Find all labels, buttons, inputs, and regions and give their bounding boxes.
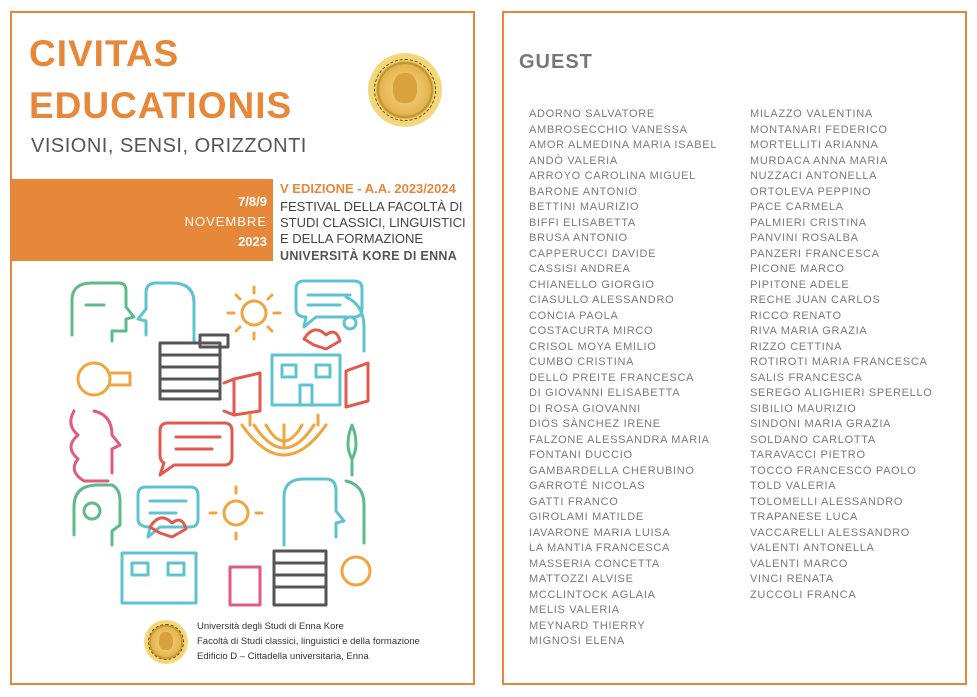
sun-icon-2 [210,487,262,539]
guest-name: MONTANARI FEDERICO [750,123,888,136]
university-seal-logo [368,53,442,127]
footer-address: Edificio D – Cittadella universitaria, Enna [197,651,369,662]
festival-description: FESTIVAL DELLA FACOLTÀ DI STUDI CLASSICI, LINGUISTICI E DELLA FORMAZIONE [280,199,466,246]
guest-name: GIROLAMI MATILDE [529,511,644,523]
subtitle: VISIONI, SENSI, ORIZZONTI [31,135,307,157]
dates-year: 2023 [238,234,267,249]
guest-name: CRISOL MOYA EMILIO [529,340,657,353]
guest-name: MATTOZZI ALVISE [529,573,634,585]
guest-name: AMOR ALMEDINA MARIA ISABEL [529,139,718,151]
guest-list-column-2 [750,107,933,603]
sun-icon [228,287,280,339]
guest-name: MILAZZO VALENTINA [750,108,873,120]
book-icon [224,373,260,415]
leaf-icon [348,425,356,475]
seal-face-small-icon [159,632,173,650]
guest-name: FALZONE ALESSANDRA MARIA [529,433,710,446]
event-dates [162,192,267,252]
speech-bubble-icon [296,281,362,327]
guest-name: BRUSA ANTONIO [529,232,628,244]
guest-name: CUMBO CRISTINA [529,356,635,368]
guest-name: COSTACURTA MIRCO [529,325,654,337]
guest-name: MIGNOSI ELENA [529,635,625,647]
person-profile-icon [346,481,364,543]
guest-name: LA MANTIA FRANCESCA [529,542,671,554]
building-icon-2 [274,551,326,605]
guest-name: GAMBARDELLA CHERUBINO [529,464,695,477]
guest-name: SINDONI MARIA GRAZIA [750,418,892,430]
lightbulb-icon-2 [342,557,370,585]
guest-name: DELLO PREITE FRANCESCA [529,371,695,384]
book-icon-2 [230,567,260,605]
house-icon-2 [122,553,196,603]
guest-name: DIÒS SÀNCHEZ IRENE [529,418,661,430]
guest-name: SEREGO ALIGHIERI SPERELLO [750,387,933,399]
guest-name: ANDÒ VALERIA [529,154,618,167]
guest-name: VACCARELLI ALESSANDRO [750,526,910,539]
amphitheater-icon [242,415,326,455]
university-seal-small-logo [144,620,188,664]
guest-name: VINCI RENATA [750,573,834,585]
guest-name: BARONE ANTONIO [529,185,638,198]
tulip-icon [304,330,340,349]
guest-name: FONTANI DUCCIO [529,449,633,461]
guest-name: RICCO RENATO [750,309,842,322]
guest-name: CHIANELLO GIORGIO [529,278,655,291]
lightbulb-icon [78,363,130,395]
title-line2: EDUCATIONIS [29,85,293,126]
footer-faculty: Facoltà di Studi classici, linguistici e della formazione [197,636,420,647]
guest-name: NUZZACI ANTONELLA [750,170,878,182]
guest-name: TOLD VALERIA [750,480,837,492]
head-glasses-icon [284,479,344,545]
guest-name: RIZZO CETTINA [750,340,843,353]
guest-name: PACE CARMELA [750,201,844,213]
guest-name: CIASULLO ALESSANDRO [529,294,675,306]
guest-name: IAVARONE MARIA LUISA [529,526,671,539]
head-profile-icon [72,283,134,341]
guest-name: PANZERI FRANCESCA [750,247,880,260]
guest-name: TOLOMELLI ALESSANDRO [750,495,904,508]
footer-university: Università degli Studi di Enna Kore [197,621,344,632]
guest-name: GARROTÉ NICOLAS [529,480,646,492]
edition-label: V EDIZIONE - A.A. 2023/2024 [280,181,456,196]
guest-name: MEYNARD THIERRY [529,619,646,632]
university-name: UNIVERSITÀ KORE DI ENNA [280,249,458,263]
open-book-icon [346,363,368,407]
chat-bubble-icon [160,423,232,475]
guest-name: BETTINI MAURIZIO [529,201,640,213]
guest-name: DI GIOVANNI ELISABETTA [529,387,681,399]
face-front-icon [74,485,120,545]
guest-name: GATTI FRANCO [529,495,619,508]
guest-name: PALMIERI CRISTINA [750,216,867,229]
head-outline-icon [138,283,194,341]
guest-name: PIPITONE ADELE [750,278,850,291]
guest-name: SALIS FRANCESCA [750,371,863,384]
guest-name: AMBROSECCHIO VANESSA [529,123,688,136]
house-front-icon [272,355,340,405]
seal-face-icon [393,73,417,103]
hair-profile-icon [71,411,120,481]
guest-name: BIFFI ELISABETTA [529,216,636,229]
title-line1: CIVITAS [29,33,180,74]
guest-name: PICONE MARCO [750,263,845,275]
guest-name: CONCIA PAOLA [529,309,619,322]
guest-name: RIVA MARIA GRAZIA [750,325,868,337]
guest-name: CAPPERUCCI DAVIDE [529,247,657,260]
guest-name: MCCLINTOCK AGLAIA [529,588,656,601]
guest-name: RECHE JUAN CARLOS [750,294,881,306]
guest-name: DI ROSA GIOVANNI [529,402,641,415]
illustration-icons [64,275,374,613]
guest-heading: GUEST [519,51,593,73]
guest-list-column-1 [529,107,717,650]
guest-name: PANVINI ROSALBA [750,232,859,244]
guest-name: VALENTI ANTONELLA [750,542,875,554]
dates-month: NOVEMBRE [184,214,267,229]
guest-panel [502,11,967,685]
guest-name: ZUCCOLI FRANCA [750,588,857,601]
guest-name: ROTIROTI MARIA FRANCESCA [750,356,928,368]
poster-panel [10,11,475,685]
guest-name: MORTELLITI ARIANNA [750,139,879,151]
dates-days: 7/8/9 [238,194,267,209]
guest-name: ARROYO CAROLINA MIGUEL [529,170,696,182]
guest-name: MURDACA ANNA MARIA [750,154,888,167]
guest-name: SIBILIO MAURIZIO [750,402,857,415]
guest-name: ADORNO SALVATORE [529,108,655,120]
guest-name: TARAVACCI PIETRO [750,449,866,461]
guest-name: VALENTI MARCO [750,557,849,570]
guest-name: TRAPANESE LUCA [750,511,859,523]
guest-name: MASSERIA CONCETTA [529,557,660,570]
guest-name: ORTOLEVA PEPPINO [750,185,872,198]
guest-name: TOCCO FRANCESCO PAOLO [750,464,917,477]
building-icon [160,335,228,399]
guest-name: MELIS VALERIA [529,604,620,616]
guest-name: SOLDANO CARLOTTA [750,433,876,446]
speech-bubble-icon-2 [138,487,198,537]
guest-name: CASSISI ANDREA [529,263,631,275]
